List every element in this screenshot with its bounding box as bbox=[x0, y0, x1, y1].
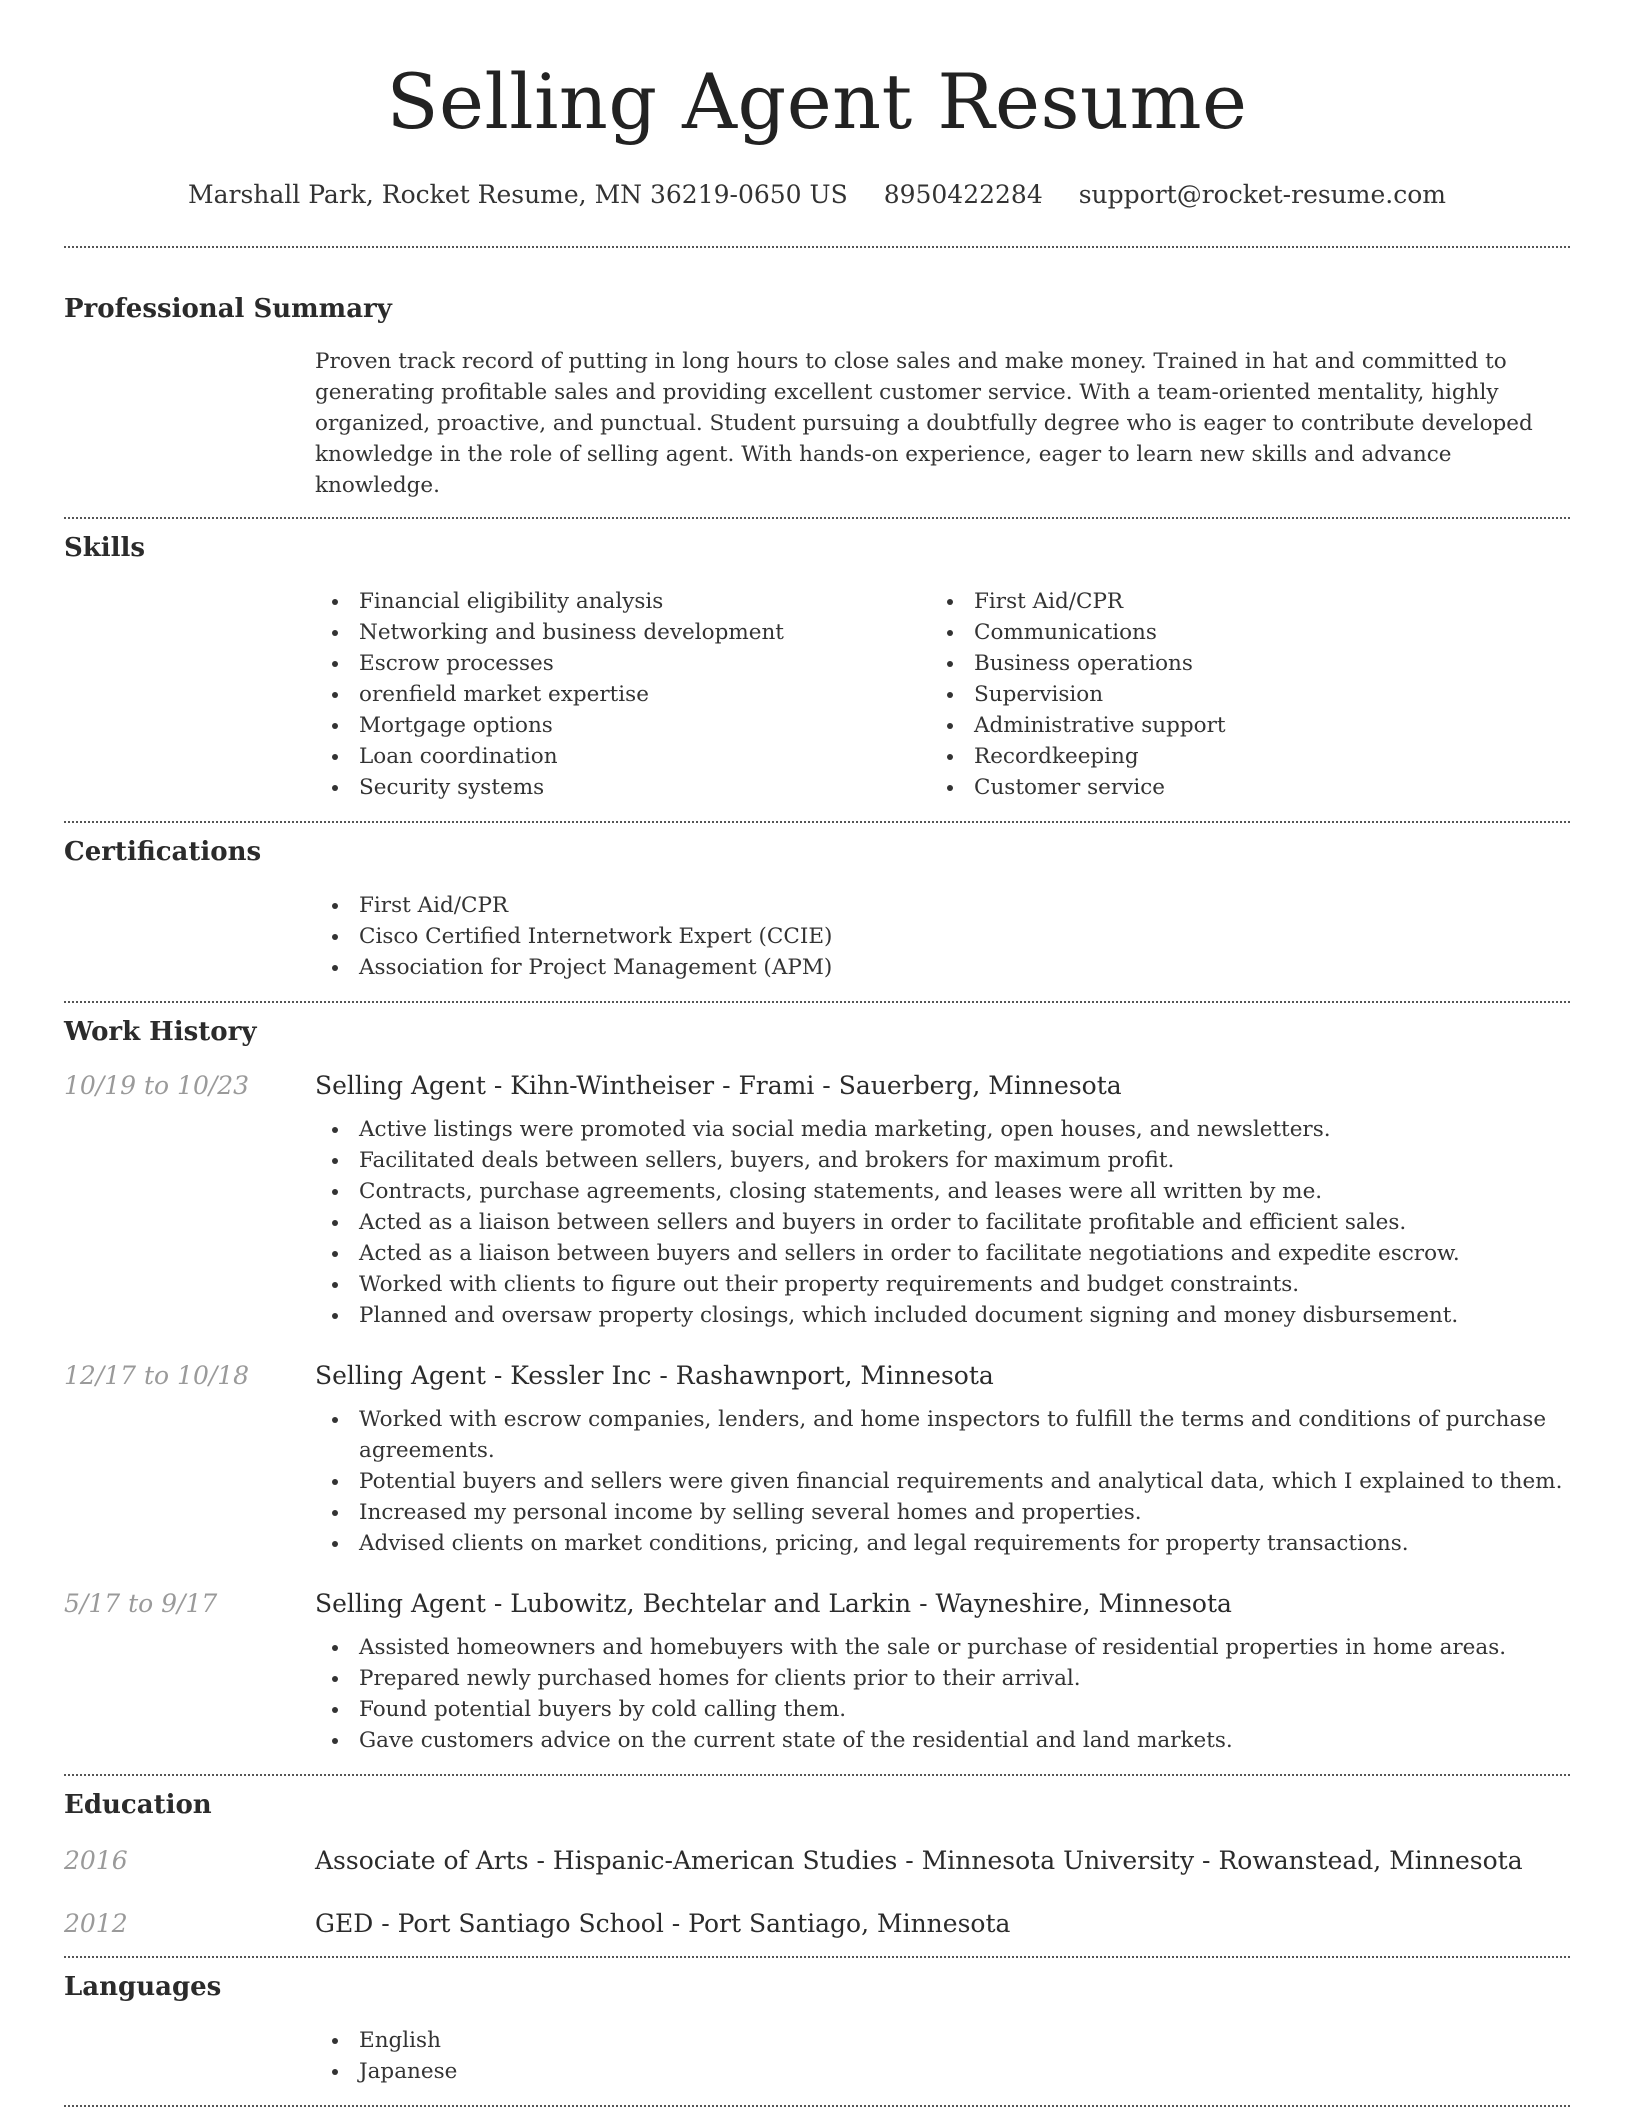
job-header bbox=[64, 1589, 1570, 1618]
list-item: Worked with clients to figure out their property requirements and budget constraints. bbox=[315, 1269, 1570, 1300]
job-bullets bbox=[64, 1114, 1570, 1331]
list-item: orenfield market expertise bbox=[315, 679, 930, 710]
contact-email: support@rocket-resume.com bbox=[1078, 180, 1447, 209]
list-item: Acted as a liaison between buyers and sellers in order to facilitate negotiations and expedite escrow. bbox=[315, 1238, 1570, 1269]
job-dates: 5/17 to 9/17 bbox=[64, 1589, 218, 1618]
languages-section bbox=[64, 1970, 1570, 2087]
education-year: 2012 bbox=[64, 1909, 128, 1938]
certifications-heading: Certifications bbox=[64, 837, 262, 867]
list-item: Administrative support bbox=[930, 710, 1545, 741]
list-item: Mortgage options bbox=[315, 710, 930, 741]
list-item: Prepared newly purchased homes for clients prior to their arrival. bbox=[315, 1663, 1570, 1694]
section-divider bbox=[64, 2105, 1570, 2107]
education-text: Associate of Arts - Hispanic-American Studies - Minnesota University - Rowanstead, Minnesota bbox=[315, 1846, 1523, 1875]
skills-list-right bbox=[930, 586, 1545, 803]
job-entry bbox=[64, 1071, 1570, 1331]
list-item: Japanese bbox=[315, 2056, 1570, 2087]
contact-line bbox=[64, 178, 1570, 212]
job-bullets bbox=[64, 1404, 1570, 1559]
list-item: Found potential buyers by cold calling them. bbox=[315, 1694, 1570, 1725]
education-section bbox=[64, 1788, 1570, 1938]
list-item: Communications bbox=[930, 617, 1545, 648]
list-item: Escrow processes bbox=[315, 648, 930, 679]
job-heading: Selling Agent - Kihn-Wintheiser - Frami - Sauerberg, Minnesota bbox=[315, 1071, 1122, 1100]
skills-heading: Skills bbox=[64, 533, 146, 563]
contact-phone: 8950422284 bbox=[883, 180, 1043, 209]
list-item: Association for Project Management (APM) bbox=[315, 952, 1570, 983]
job-entry bbox=[64, 1361, 1570, 1559]
skills-grid bbox=[64, 586, 1570, 803]
section-divider bbox=[64, 1001, 1570, 1003]
languages-list bbox=[64, 2025, 1570, 2087]
education-year: 2016 bbox=[64, 1846, 128, 1875]
contact-address: Marshall Park, Rocket Resume, MN 36219-0650 US bbox=[187, 180, 848, 209]
list-item: English bbox=[315, 2025, 1570, 2056]
summary-section bbox=[64, 292, 1570, 501]
job-dates: 12/17 to 10/18 bbox=[64, 1361, 250, 1390]
work-heading: Work History bbox=[64, 1017, 257, 1047]
resume-title: Selling Agent Resume bbox=[386, 57, 1248, 146]
list-item: Worked with escrow companies, lenders, and home inspectors to fulfill the terms and conditions of purchase agreements. bbox=[315, 1404, 1570, 1466]
list-item: Acted as a liaison between sellers and buyers in order to facilitate profitable and efficient sales. bbox=[315, 1207, 1570, 1238]
resume-page bbox=[64, 0, 1570, 2107]
job-heading: Selling Agent - Lubowitz, Bechtelar and Larkin - Wayneshire, Minnesota bbox=[315, 1589, 1232, 1618]
list-item: Customer service bbox=[930, 772, 1545, 803]
list-item: Advised clients on market conditions, pricing, and legal requirements for property transactions. bbox=[315, 1528, 1570, 1559]
job-entry bbox=[64, 1589, 1570, 1756]
education-entry bbox=[64, 1846, 1570, 1875]
summary-heading: Professional Summary bbox=[64, 294, 392, 324]
list-item: Supervision bbox=[930, 679, 1545, 710]
job-bullets bbox=[64, 1632, 1570, 1756]
certifications-section bbox=[64, 835, 1570, 983]
list-item: Financial eligibility analysis bbox=[315, 586, 930, 617]
list-item: Facilitated deals between sellers, buyers, and brokers for maximum profit. bbox=[315, 1145, 1570, 1176]
job-dates: 10/19 to 10/23 bbox=[64, 1071, 250, 1100]
section-divider bbox=[64, 246, 1570, 248]
list-item: First Aid/CPR bbox=[930, 586, 1545, 617]
list-item: Cisco Certified Internetwork Expert (CCIE) bbox=[315, 921, 1570, 952]
list-item: First Aid/CPR bbox=[315, 890, 1570, 921]
section-divider bbox=[64, 1956, 1570, 1958]
section-divider bbox=[64, 821, 1570, 823]
list-item: Contracts, purchase agreements, closing statements, and leases were all written by me. bbox=[315, 1176, 1570, 1207]
list-item: Recordkeeping bbox=[930, 741, 1545, 772]
list-item: Increased my personal income by selling several homes and properties. bbox=[315, 1497, 1570, 1528]
list-item: Loan coordination bbox=[315, 741, 930, 772]
skills-section bbox=[64, 531, 1570, 803]
job-heading: Selling Agent - Kessler Inc - Rashawnport, Minnesota bbox=[315, 1361, 994, 1390]
section-divider bbox=[64, 517, 1570, 519]
education-heading: Education bbox=[64, 1790, 212, 1820]
job-header bbox=[64, 1361, 1570, 1390]
skills-list-left bbox=[315, 586, 930, 803]
list-item: Gave customers advice on the current state of the residential and land markets. bbox=[315, 1725, 1570, 1756]
list-item: Networking and business development bbox=[315, 617, 930, 648]
summary-text: Proven track record of putting in long hours to close sales and make money. Trained in hat and committed to generating profitable sales and providing excellent customer service. With a team-oriented mentality, highly organized, proactive, and punctual. Student pursuing a doubtfully degree who is eager to contribute developed knowledge in the role of selling agent. With hands-on experience, eager to learn new skills and advance knowledge. bbox=[315, 349, 1533, 498]
section-divider bbox=[64, 1774, 1570, 1776]
education-text: GED - Port Santiago School - Port Santiago, Minnesota bbox=[315, 1909, 1011, 1938]
languages-heading: Languages bbox=[64, 1972, 222, 2002]
list-item: Assisted homeowners and homebuyers with the sale or purchase of residential properties in home areas. bbox=[315, 1632, 1570, 1663]
list-item: Active listings were promoted via social media marketing, open houses, and newsletters. bbox=[315, 1114, 1570, 1145]
certifications-list bbox=[64, 890, 1570, 983]
work-section bbox=[64, 1015, 1570, 1756]
list-item: Planned and oversaw property closings, which included document signing and money disbursement. bbox=[315, 1300, 1570, 1331]
education-entry bbox=[64, 1909, 1570, 1938]
job-header bbox=[64, 1071, 1570, 1100]
list-item: Security systems bbox=[315, 772, 930, 803]
list-item: Potential buyers and sellers were given financial requirements and analytical data, which I explained to them. bbox=[315, 1466, 1570, 1497]
list-item: Business operations bbox=[930, 648, 1545, 679]
